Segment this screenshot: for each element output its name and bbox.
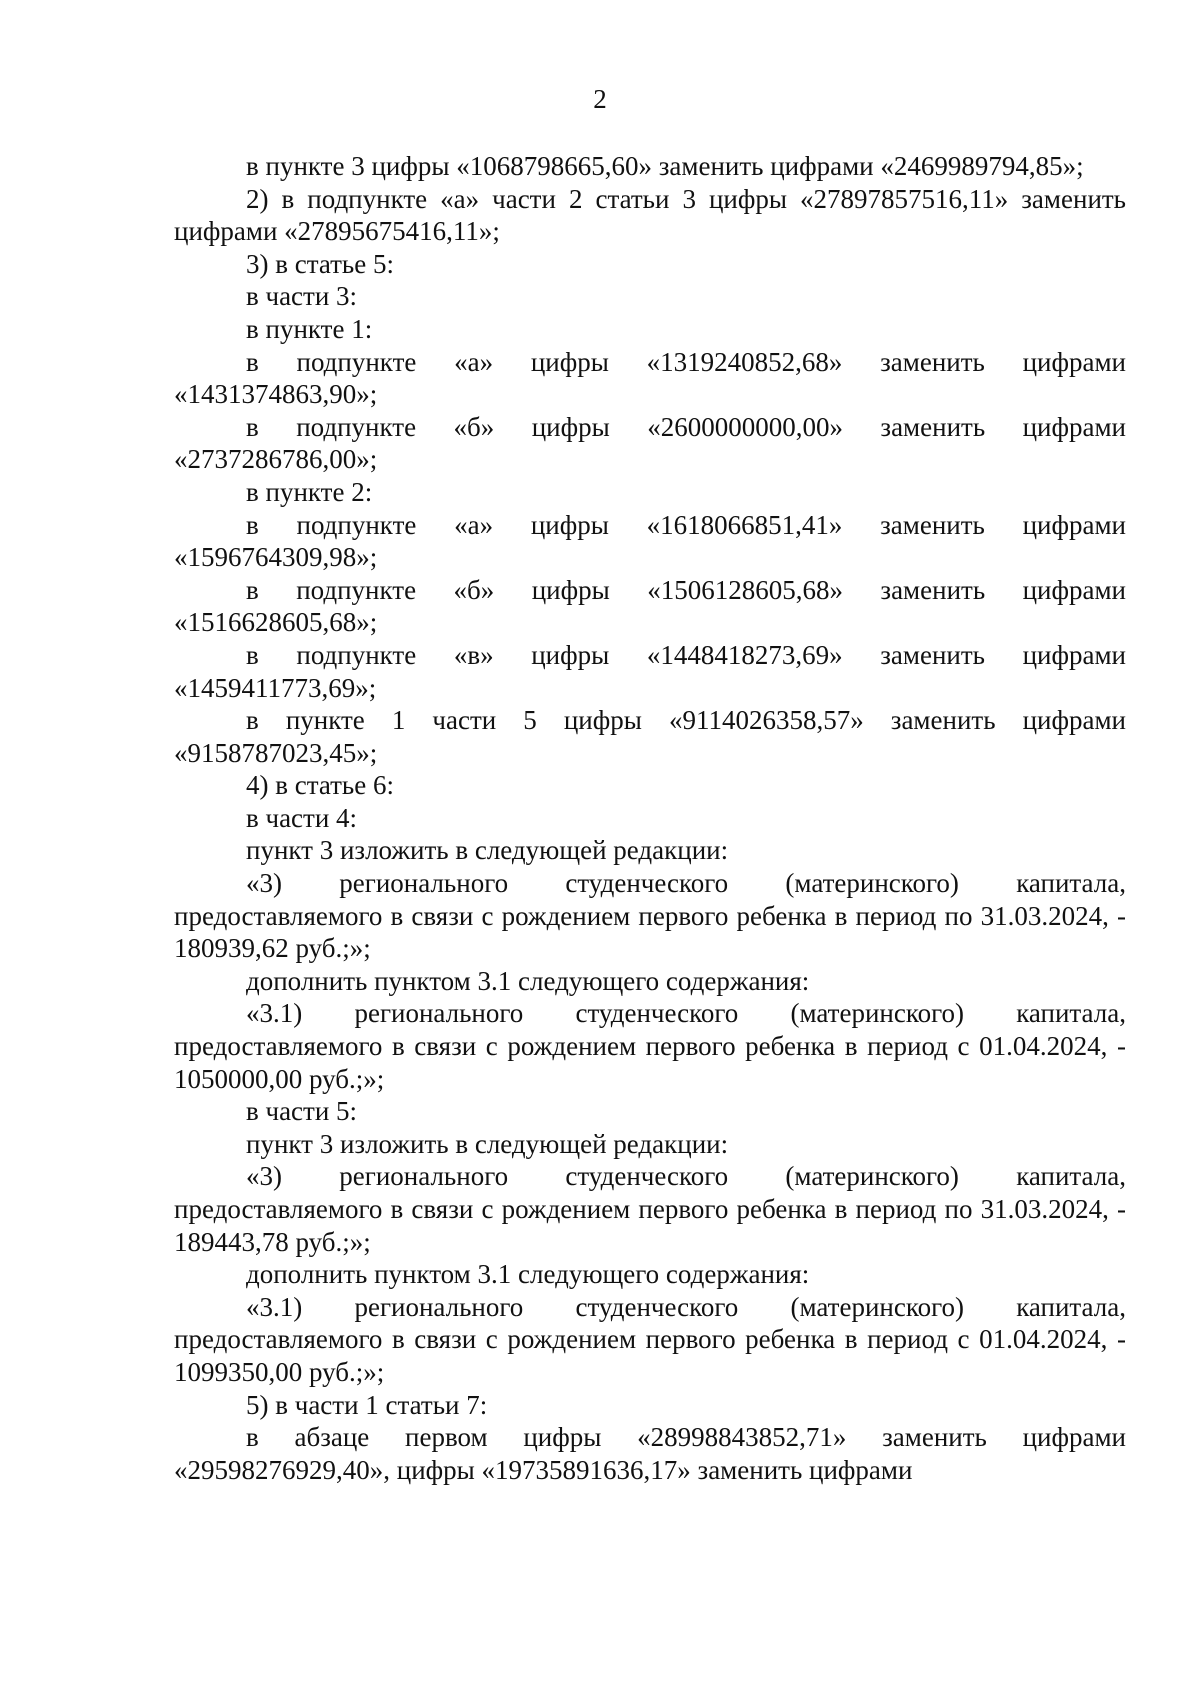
document-paragraph: 4) в статье 6: (246, 770, 394, 801)
document-paragraph: «3) регионального студенческого (материнского) капитала, предоставляемого в связи с рождением первого ребенка в период по 31.03.2024, - 189443,78 руб.;»; (174, 1161, 1126, 1257)
document-paragraph: пункт 3 изложить в следующей редакции: (246, 1128, 729, 1159)
document-paragraph: 2) в подпункте «а» части 2 статьи 3 цифры «27897857516,11» заменить цифрами «27895675416,11»; (174, 183, 1126, 247)
document-paragraph: дополнить пунктом 3.1 следующего содержания: (246, 1259, 810, 1290)
document-paragraph: в подпункте «а» цифры «1319240852,68» заменить цифрами «1431374863,90»; (174, 346, 1126, 410)
document-body (174, 150, 1126, 1486)
page-number: 2 (593, 84, 607, 114)
document-paragraph: пункт 3 изложить в следующей редакции: (246, 835, 729, 866)
document-paragraph: в части 4: (246, 802, 358, 833)
document-paragraph: «3.1) регионального студенческого (материнского) капитала, предоставляемого в связи с рождением первого ребенка в период с 01.04.2024, - 1099350,00 руб.;»; (174, 1291, 1126, 1387)
document-paragraph: в пункте 1 части 5 цифры «9114026358,57» заменить цифрами «9158787023,45»; (174, 705, 1126, 768)
document-paragraph: в пункте 1: (246, 313, 373, 344)
document-paragraph: 3) в статье 5: (246, 248, 394, 279)
document-paragraph: «3) регионального студенческого (материнского) капитала, предоставляемого в связи с рождением первого ребенка в период по 31.03.2024, - 180939,62 руб.;»; (174, 868, 1126, 964)
document-paragraph: дополнить пунктом 3.1 следующего содержания: (246, 965, 810, 996)
document-paragraph: в подпункте «а» цифры «1618066851,41» заменить цифрами «1596764309,98»; (174, 509, 1126, 573)
document-paragraph: в пункте 3 цифры «1068798665,60» заменить цифрами «2469989794,85»; (246, 151, 1084, 181)
document-paragraph: 5) в части 1 статьи 7: (246, 1389, 488, 1420)
document-paragraph: в подпункте «б» цифры «2600000000,00» заменить цифрами «2737286786,00»; (174, 411, 1126, 475)
document-paragraph: в подпункте «б» цифры «1506128605,68» заменить цифрами «1516628605,68»; (174, 574, 1126, 638)
document-paragraph: в части 5: (246, 1096, 358, 1127)
document-paragraph: в подпункте «в» цифры «1448418273,69» заменить цифрами «1459411773,69»; (174, 639, 1126, 703)
document-paragraph: в пункте 2: (246, 476, 373, 507)
document-paragraph: «3.1) регионального студенческого (материнского) капитала, предоставляемого в связи с рождением первого ребенка в период с 01.04.2024, - 1050000,00 руб.;»; (174, 998, 1126, 1094)
document-paragraph: в части 3: (246, 281, 358, 312)
document-paragraph: в абзаце первом цифры «28998843852,71» заменить цифрами «29598276929,40», цифры «19735891636,17» заменить цифрами (174, 1422, 1126, 1485)
